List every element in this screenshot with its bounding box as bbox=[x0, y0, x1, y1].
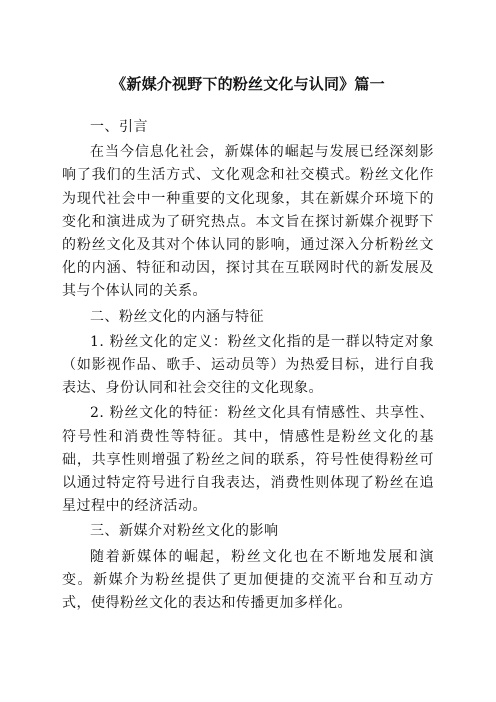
document-title: 《新媒介视野下的粉丝文化与认同》篇一 bbox=[111, 75, 385, 93]
paragraph-definition: 1. 粉丝文化的定义：粉丝文化指的是一群以特定对象（如影视作品、歌手、运动员等）为热爱目标，进行自我表达、身份认同和社会交往的文化现象。 bbox=[62, 333, 434, 397]
section-heading-connotation: 二、粉丝文化的内涵与特征 bbox=[90, 308, 264, 325]
section-heading-intro: 一、引言 bbox=[90, 119, 148, 135]
paragraph-features: 2. 粉丝文化的特征：粉丝文化具有情感性、共享性、符号性和消费性等特征。其中，情感性是粉丝文化的基础，共享性则增强了粉丝之间的联系，符号性使得粉丝可以通过特定符号进行自我表达，消费性则体现了粉丝在追星过程中的经济活动。 bbox=[62, 405, 434, 515]
paragraph-intro: 在当今信息化社会，新媒体的崛起与发展已经深刻影响了我们的生活方式、文化观念和社交模式。粉丝文化作为现代社会中一种重要的文化现象，其在新媒介环境下的变化和演进成为了研究热点。本文旨在探讨新媒介视野下的粉丝文化及其对个体认同的影响，通过深入分析粉丝文化的内涵、特征和动因，探讨其在互联网时代的新发展及其与个体认同的关系。 bbox=[62, 144, 434, 300]
paragraph-new-media: 随着新媒体的崛起，粉丝文化也在不断地发展和演变。新媒介为粉丝提供了更加便捷的交流平台和互动方式，使得粉丝文化的表达和传播更加多样化。 bbox=[62, 548, 434, 612]
section-heading-new-media: 三、新媒介对粉丝文化的影响 bbox=[90, 523, 279, 540]
